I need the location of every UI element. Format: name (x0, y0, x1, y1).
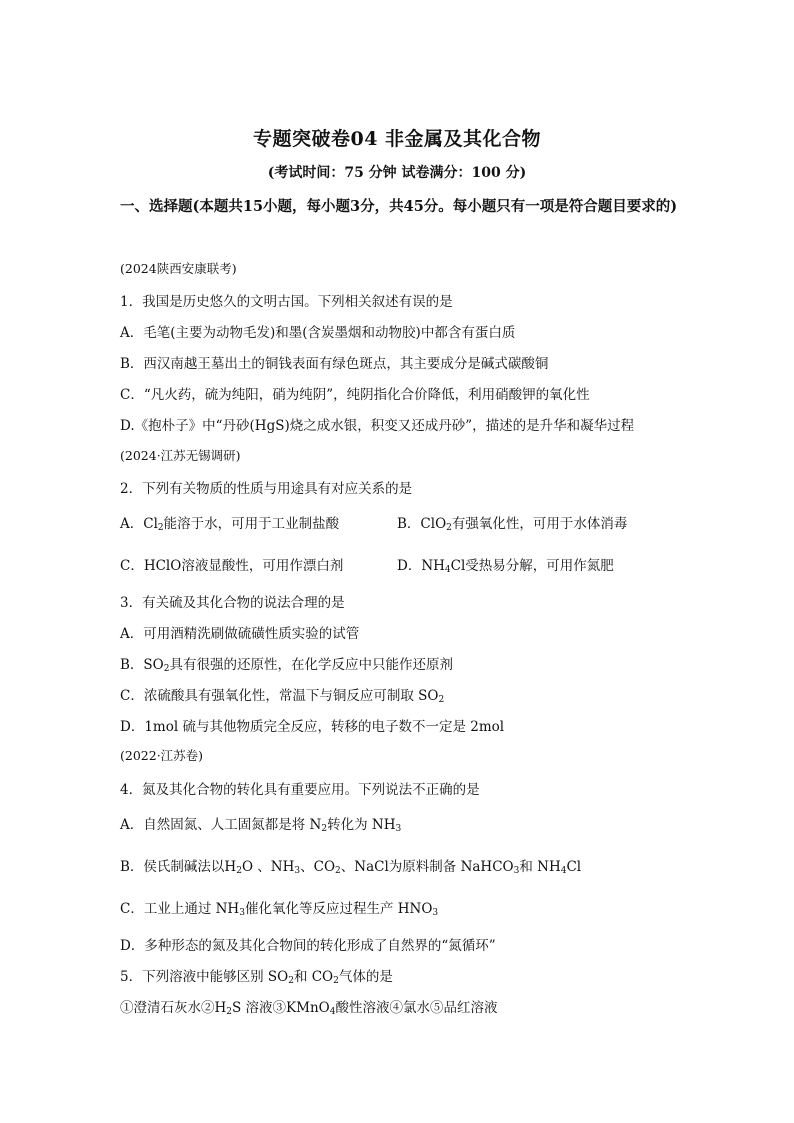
q1-option-b: B．西汉南越王墓出土的铜钱表面有绿色斑点，其主要成分是碱式碳酸铜 (120, 356, 549, 372)
q2-option-d: D．$NH_4Cl$受热易分解，可用作氮肥 (397, 558, 614, 575)
q1-option-d: D.《抱朴子》中“丹砂(HgS)烧之成水银，积变又还成丹砂”，描述的是升华和凝华过程 (120, 418, 635, 434)
q4-option-b: B．侯氏制碱法以$H_2O$ 、$NH_3$、$CO_2$、NaCl为原料制备 NaHCO$_3$和 $NH_4Cl$ (120, 859, 582, 876)
q4-option-a: A．自然固氮、人工固氮都是将 $N_2$转化为 $NH_3$ (120, 817, 402, 834)
q4-source: (2022·江苏卷) (120, 748, 204, 763)
section-heading: 一、选择题(本题共15小题，每小题3分，共45分。每小题只有一项是符合题目要求的) (120, 198, 678, 215)
q3-option-c: C．浓硫酸具有强氧化性，常温下与铜反应可制取 $SO_2$ (120, 688, 445, 705)
q3-stem: 3．有关硫及其化合物的说法合理的是 (120, 595, 345, 611)
q1-option-c: C．“凡火药，硫为纯阳，硝为纯阴”，纯阴指化合价降低，利用硝酸钾的氧化性 (120, 387, 590, 403)
q4-stem: 4．氮及其化合物的转化具有重要应用。下列说法不正确的是 (120, 782, 480, 798)
q2-option-c: C．HClO溶液显酸性，可用作漂白剂 (120, 558, 344, 574)
q2-stem: 2．下列有关物质的性质与用途具有对应关系的是 (120, 481, 413, 497)
q3-option-d: D．1mol 硫与其他物质完全反应，转移的电子数不一定是 2mol (120, 719, 505, 735)
q5-choices: ①澄清石灰水$②H_2S$ 溶液③KMnO$_4$酸性溶液④氯水⑤品红溶液 (120, 1000, 498, 1017)
q4-option-c: C．工业上通过 $NH_3$催化氧化等反应过程生产 $HNO_3$ (120, 901, 439, 918)
q4-option-d: D．多种形态的氮及其化合物间的转化形成了自然界的“氮循环” (120, 938, 496, 954)
q2-option-b: B．ClO$_2$有强氧化性，可用于水体消毒 (397, 516, 628, 533)
q1-stem: 1．我国是历史悠久的文明古国。下列相关叙述有误的是 (120, 294, 453, 310)
q3-option-a: A．可用酒精洗刷做硫磺性质实验的试管 (120, 626, 360, 642)
q2-option-a: A．$Cl_2$能溶于水，可用于工业制盐酸 (120, 516, 340, 533)
page-title: 专题突破卷04 非金属及其化合物 (252, 128, 542, 150)
q1-option-a: A．毛笔(主要为动物毛发)和墨(含炭墨烟和动物胶)中都含有蛋白质 (120, 325, 516, 341)
q1-source: (2024陕西安康联考) (120, 261, 237, 276)
q5-stem: 5．下列溶液中能够区别 $SO_2$和 $CO_2$气体的是 (120, 969, 393, 986)
q2-source: (2024·江苏无锡调研) (120, 448, 241, 463)
exam-info: (考试时间：75 分钟 试卷满分：100 分) (267, 165, 527, 181)
q3-option-b: B．$SO_2$具有很强的还原性，在化学反应中只能作还原剂 (120, 657, 453, 674)
